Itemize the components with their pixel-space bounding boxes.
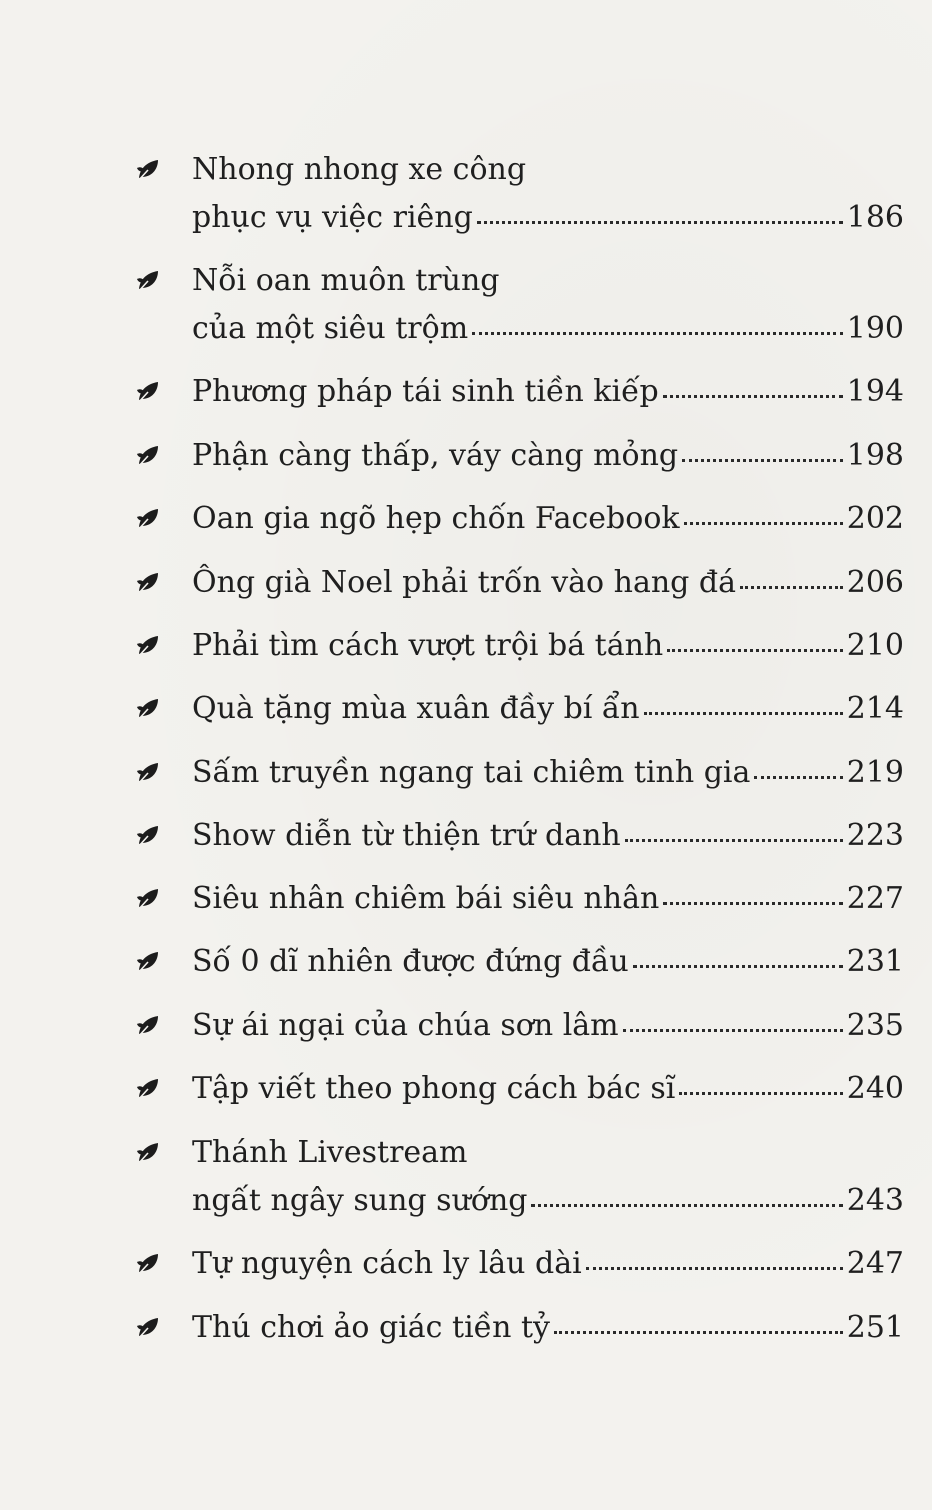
toc-entry-title-continued: của một siêu trộm <box>192 311 469 346</box>
toc-entry-title: Sấm truyền ngang tai chiêm tinh gia <box>192 755 751 790</box>
toc-entry-title: Phương pháp tái sinh tiền kiếp <box>192 374 659 409</box>
leaf-bullet-icon <box>136 158 162 182</box>
dot-leader <box>644 688 843 718</box>
toc-entry-title: Phải tìm cách vượt trội bá tánh <box>192 628 664 663</box>
toc-entry-leader <box>192 1177 904 1225</box>
dot-leader <box>679 1068 842 1098</box>
dot-leader <box>684 498 843 528</box>
leaf-bullet-icon <box>136 887 162 911</box>
toc-page-number: 194 <box>846 374 904 409</box>
toc-page-number: 251 <box>846 1310 904 1345</box>
leaf-bullet-icon <box>136 761 162 785</box>
leaf-bullet-icon <box>136 950 162 974</box>
toc-page-number: 202 <box>846 501 904 536</box>
dot-leader <box>663 878 842 908</box>
toc-page-number: 235 <box>846 1008 904 1043</box>
toc-page-number: 227 <box>846 881 904 916</box>
leaf-bullet-icon <box>136 1141 162 1165</box>
toc-entry-title: Nỗi oan muôn trùng <box>192 263 500 298</box>
leaf-bullet-icon <box>136 697 162 721</box>
toc-entry-title: Oan gia ngõ hẹp chốn Facebook <box>192 501 680 536</box>
toc-entry-leader <box>192 685 904 733</box>
dot-leader <box>740 562 843 592</box>
toc-entry-title-continued: ngất ngây sung sướng <box>192 1183 528 1218</box>
toc-entry-title: Nhong nhong xe công <box>192 152 527 187</box>
dot-leader <box>477 197 843 227</box>
toc-entry-title: Thú chơi ảo giác tiền tỷ <box>192 1310 550 1345</box>
toc-page-number: 214 <box>846 691 904 726</box>
toc-entry-title: Tự nguyện cách ly lâu dài <box>192 1246 582 1281</box>
toc-entry-leader <box>192 1065 904 1113</box>
toc-entry-title: Thánh Livestream <box>192 1135 468 1170</box>
dot-leader <box>754 752 842 782</box>
toc-entry-title: Quà tặng mùa xuân đầy bí ẩn <box>192 691 640 726</box>
leaf-bullet-icon <box>136 380 162 404</box>
dot-leader <box>472 308 843 338</box>
toc-page-number: 198 <box>846 438 904 473</box>
toc-entry-leader <box>192 622 904 670</box>
toc-page-number: 243 <box>846 1183 904 1218</box>
toc-entry-title: Siêu nhân chiêm bái siêu nhân <box>192 881 660 916</box>
toc-page-number: 231 <box>846 944 904 979</box>
toc-page-number: 186 <box>846 200 904 235</box>
toc-entry-leader <box>192 1304 904 1352</box>
leaf-bullet-icon <box>136 571 162 595</box>
toc-page-number: 240 <box>846 1071 904 1106</box>
toc-page-number: 247 <box>846 1246 904 1281</box>
leaf-bullet-icon <box>136 507 162 531</box>
toc-entry-leader <box>192 194 904 242</box>
dot-leader <box>554 1307 843 1337</box>
toc-entry-title: Ông già Noel phải trốn vào hang đá <box>192 565 737 600</box>
leaf-bullet-icon <box>136 1316 162 1340</box>
leaf-bullet-icon <box>136 1077 162 1101</box>
toc-entry-title: Sự ái ngại của chúa sơn lâm <box>192 1008 619 1043</box>
dot-leader <box>663 371 843 401</box>
dot-leader <box>625 815 843 845</box>
leaf-bullet-icon <box>136 634 162 658</box>
toc-entry-leader <box>192 875 904 923</box>
toc-entry-leader <box>192 749 904 797</box>
leaf-bullet-icon <box>136 269 162 293</box>
toc-entry-leader <box>192 432 904 480</box>
dot-leader <box>682 435 843 465</box>
toc-entry-title: Số 0 dĩ nhiên được đứng đầu <box>192 944 629 979</box>
toc-entry-leader <box>192 812 904 860</box>
toc-page-number: 190 <box>846 311 904 346</box>
toc-page-number: 219 <box>846 755 904 790</box>
toc-entry-leader <box>192 938 904 986</box>
dot-leader <box>667 625 843 655</box>
toc-entry-leader <box>192 368 904 416</box>
toc-entry-leader <box>192 1002 904 1050</box>
toc-page-number: 206 <box>846 565 904 600</box>
dot-leader <box>531 1180 842 1210</box>
toc-page-number: 223 <box>846 818 904 853</box>
leaf-bullet-icon <box>136 1252 162 1276</box>
toc-entry-title-continued: phục vụ việc riêng <box>192 200 473 235</box>
toc-page-number: 210 <box>846 628 904 663</box>
leaf-bullet-icon <box>136 444 162 468</box>
dot-leader <box>633 941 843 971</box>
toc-entry-leader <box>192 495 904 543</box>
toc-entry-title: Show diễn từ thiện trứ danh <box>192 818 621 853</box>
dot-leader <box>586 1243 843 1273</box>
leaf-bullet-icon <box>136 824 162 848</box>
toc-entry-title: Phận càng thấp, váy càng mỏng <box>192 438 679 473</box>
toc-entry-leader <box>192 1240 904 1288</box>
toc-entry-leader <box>192 559 904 607</box>
dot-leader <box>623 1005 843 1035</box>
leaf-bullet-icon <box>136 1014 162 1038</box>
toc-entry-title: Tập viết theo phong cách bác sĩ <box>192 1071 676 1106</box>
toc-entry-leader <box>192 305 904 353</box>
